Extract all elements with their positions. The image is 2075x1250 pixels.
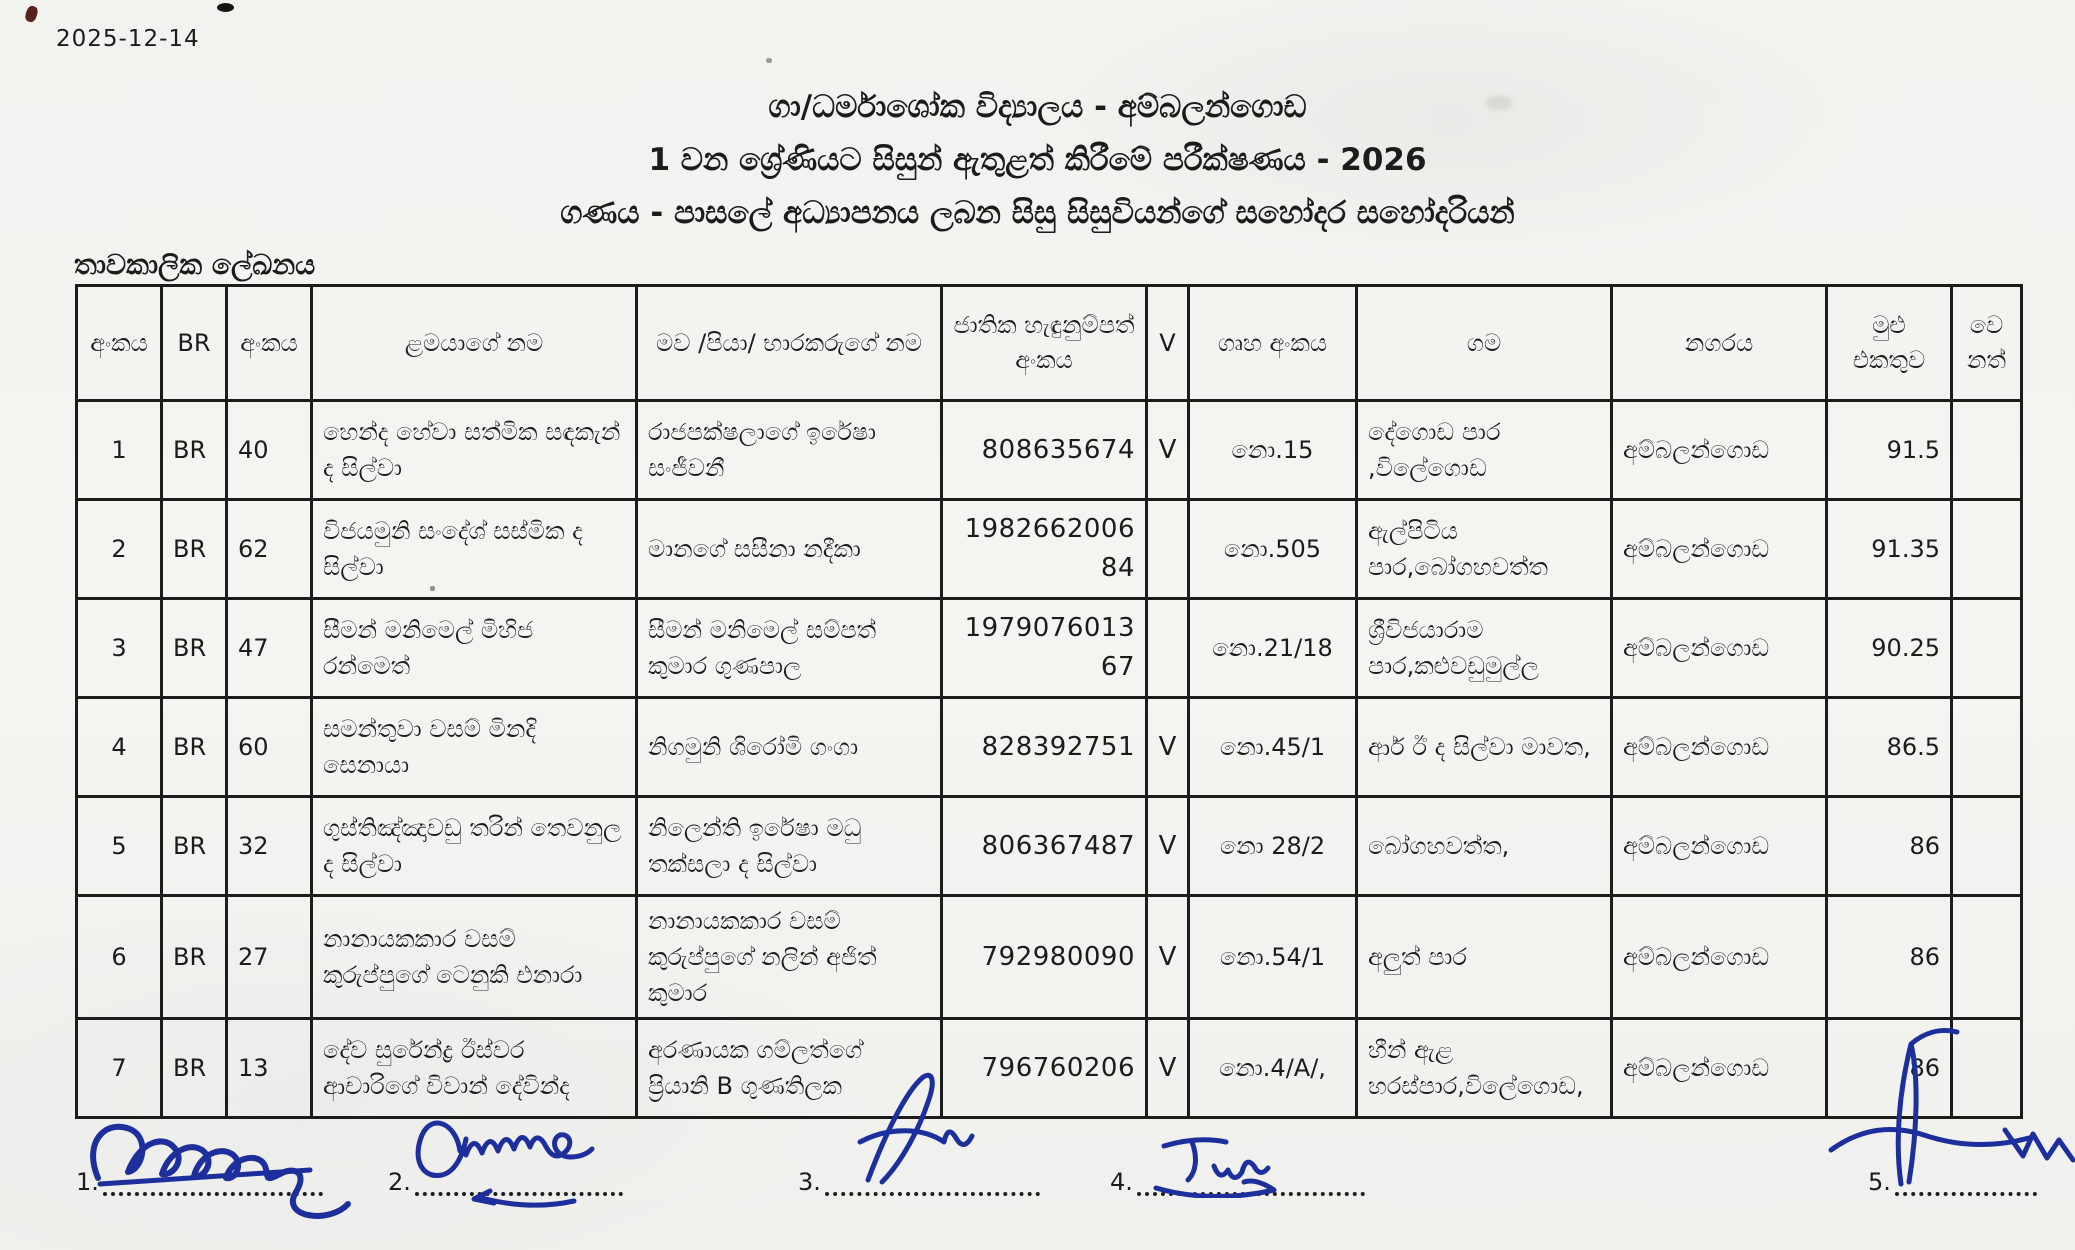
cell-child-name: නානායකකාර වසම් කුරුප්පුගේ ටෙනුකි එනාරා [312,896,637,1019]
col-header-total: මුළු එකතුව [1827,286,1952,401]
table-row [77,401,2022,500]
cell-child-name: සීමන් මනිමෙල් මිහිජ රන්මෙත් [312,599,637,698]
students-table [75,284,2023,1119]
signature-line [1137,1184,1365,1196]
signature-number: 3. [798,1168,821,1196]
cell-town: අම්බලන්ගොඩ [1612,896,1827,1019]
cell-house-no: නො.45/1 [1189,698,1357,797]
cell-other [1952,698,2022,797]
cell-verified: V [1147,401,1189,500]
col-header-guardian-name: මව /පියා/ භාරකරුගේ නම [637,286,942,401]
cell-village: ඇල්පිටිය පාර,බෝගහවත්ත [1357,500,1612,599]
cell-town: අම්බලන්ගොඩ [1612,1019,1827,1118]
table-row [77,500,2022,599]
section-label: තාවකාලික ලේඛනය [74,248,316,281]
scan-speck [766,58,772,63]
cell-house-no: නො 28/2 [1189,797,1357,896]
cell-town: අම්බලන්ගොඩ [1612,698,1827,797]
cell-total: 91.35 [1827,500,1952,599]
cell-village: දේගොඩ පාර ,විලේගොඩ [1357,401,1612,500]
col-header-village: ගම [1357,286,1612,401]
cell-br: BR [162,1019,227,1118]
cell-total: 86 [1827,797,1952,896]
cell-nic: 828392751 [942,698,1147,797]
cell-verified [1147,500,1189,599]
cell-house-no: නො.54/1 [1189,896,1357,1019]
cell-total: 91.5 [1827,401,1952,500]
cell-no: 1 [77,401,162,500]
table-header-row [77,286,2022,401]
cell-guardian-name: මානගේ සසීනා නදීකා [637,500,942,599]
cell-nic: 792980090 [942,896,1147,1019]
cell-no: 3 [77,599,162,698]
col-header-nic: ජාතික හැඳුනුම්පත් අංකය [942,286,1147,401]
date-stamp: 2025-12-14 [56,26,200,52]
cell-nic: 806367487 [942,797,1147,896]
signature-number: 1. [76,1168,99,1196]
table-row [77,1019,2022,1118]
col-header-br: BR [162,286,227,401]
cell-nic: 808635674 [942,401,1147,500]
cell-village: ශ්‍රීවිජයාරාම පාර,කළුවඩුමුල්ල [1357,599,1612,698]
page-header [0,89,2075,251]
signature-number: 5. [1868,1168,1891,1196]
cell-other [1952,500,2022,599]
cell-verified [1147,599,1189,698]
signature-line [1895,1184,2037,1196]
cell-guardian-name: නිලෙන්ති ඉරේෂා මධු තක්සලා ද සිල්වා [637,797,942,896]
cell-verified: V [1147,698,1189,797]
title-school: ගා/ධර්මාශෝක විද්‍යාලය - අම්බලන්ගොඩ [768,89,1307,125]
cell-br-no: 62 [227,500,312,599]
cell-village: බෝගහවත්ත, [1357,797,1612,896]
cell-nic: 197907601367 [942,599,1147,698]
cell-other [1952,401,2022,500]
cell-verified: V [1147,1019,1189,1118]
cell-br-no: 60 [227,698,312,797]
cell-br-no: 40 [227,401,312,500]
table-row [77,698,2022,797]
cell-br-no: 27 [227,896,312,1019]
signature-block-2 [388,1168,623,1196]
cell-village: ආර් ඊ ද සිල්වා මාවත, [1357,698,1612,797]
cell-town: අම්බලන්ගොඩ [1612,599,1827,698]
col-header-town: නගරය [1612,286,1827,401]
cell-no: 7 [77,1019,162,1118]
cell-nic: 198266200684 [942,500,1147,599]
cell-br-no: 13 [227,1019,312,1118]
signature-block-1 [76,1168,323,1196]
title-exam: 1 වන ශ්‍රේණියට සිසුන් ඇතුළත් කිරීමේ පරීක්ෂණය - 2026 [648,142,1427,178]
cell-verified: V [1147,797,1189,896]
cell-town: අම්බලන්ගොඩ [1612,500,1827,599]
signature-number: 4. [1110,1168,1133,1196]
title-category: ගණය - පාසලේ අධ්‍යාපනය ලබන සිසු සිසුවියන්ගේ සහෝදර සහෝදරියන් [560,195,1515,231]
cell-house-no: නො.15 [1189,401,1357,500]
signature-block-5 [1868,1168,2037,1196]
cell-total: 86.5 [1827,698,1952,797]
cell-town: අම්බලන්ගොඩ [1612,401,1827,500]
cell-nic: 796760206 [942,1019,1147,1118]
cell-other [1952,1019,2022,1118]
cell-br: BR [162,797,227,896]
signature-number: 2. [388,1168,411,1196]
cell-house-no: නො.21/18 [1189,599,1357,698]
signature-block-4 [1110,1168,1365,1196]
cell-child-name: විජයමුනි සංදේශ් සස්මික ද සිල්වා [312,500,637,599]
signature-line [825,1184,1040,1196]
cell-total: 86 [1827,896,1952,1019]
col-header-serial: අංකය [77,286,162,401]
scan-speck [24,5,39,24]
cell-village: අලුත් පාර [1357,896,1612,1019]
table-row [77,896,2022,1019]
cell-br: BR [162,698,227,797]
cell-br: BR [162,599,227,698]
cell-guardian-name: සීමන් මනිමෙල් සම්පත් කුමාර ගුණපාල [637,599,942,698]
cell-house-no: නො.505 [1189,500,1357,599]
table-row [77,797,2022,896]
col-header-other: වෙනත් [1952,286,2022,401]
cell-other [1952,599,2022,698]
cell-guardian-name: නානායකකාර වසම් කුරුප්පුගේ නලින් අජිත් කුමාර [637,896,942,1019]
cell-verified: V [1147,896,1189,1019]
signature-block-3 [798,1168,1040,1196]
cell-house-no: නො.4/A/, [1189,1019,1357,1118]
cell-child-name: දේව සුරේන්ද්‍ර ඊස්වර ආචාරිගේ විවාන් දේවින්ද [312,1019,637,1118]
col-header-verified: V [1147,286,1189,401]
cell-no: 6 [77,896,162,1019]
cell-no: 2 [77,500,162,599]
cell-guardian-name: අරණායක ගම්ලත්ගේ ප්‍රියානි B ගුණතිලක [637,1019,942,1118]
scan-speck [217,3,234,12]
table-row [77,599,2022,698]
cell-guardian-name: නිගමුනි ශිරෝමි ගංගා [637,698,942,797]
cell-br-no: 47 [227,599,312,698]
cell-no: 5 [77,797,162,896]
cell-town: අම්බලන්ගොඩ [1612,797,1827,896]
col-header-house-number: ගෘහ අංකය [1189,286,1357,401]
cell-br: BR [162,401,227,500]
cell-other [1952,797,2022,896]
students-table-body [77,401,2022,1118]
signature-scribble-2 [408,1105,618,1215]
col-header-child-name: ළමයාගේ නම [312,286,637,401]
cell-village: හීන් ඇළ හරස්පාර,විලේගොඩ, [1357,1019,1612,1118]
cell-child-name: හෙන්ද හේවා සත්මික සඳකැන් ද සිල්වා [312,401,637,500]
cell-other [1952,896,2022,1019]
col-header-br-number: අංකය [227,286,312,401]
cell-total: 86 [1827,1019,1952,1118]
cell-br: BR [162,896,227,1019]
signature-line [103,1184,323,1196]
cell-child-name: සමන්තුවා වසම් මිනදි සෙනායා [312,698,637,797]
cell-child-name: ගුස්තිඤ්ඤාවඩු තරින් තෙවනුල ද සිල්වා [312,797,637,896]
cell-no: 4 [77,698,162,797]
cell-total: 90.25 [1827,599,1952,698]
cell-br: BR [162,500,227,599]
signature-line [415,1184,623,1196]
cell-br-no: 32 [227,797,312,896]
cell-guardian-name: රාජපක්ෂලාගේ ඉරේෂා සංජීවනී [637,401,942,500]
